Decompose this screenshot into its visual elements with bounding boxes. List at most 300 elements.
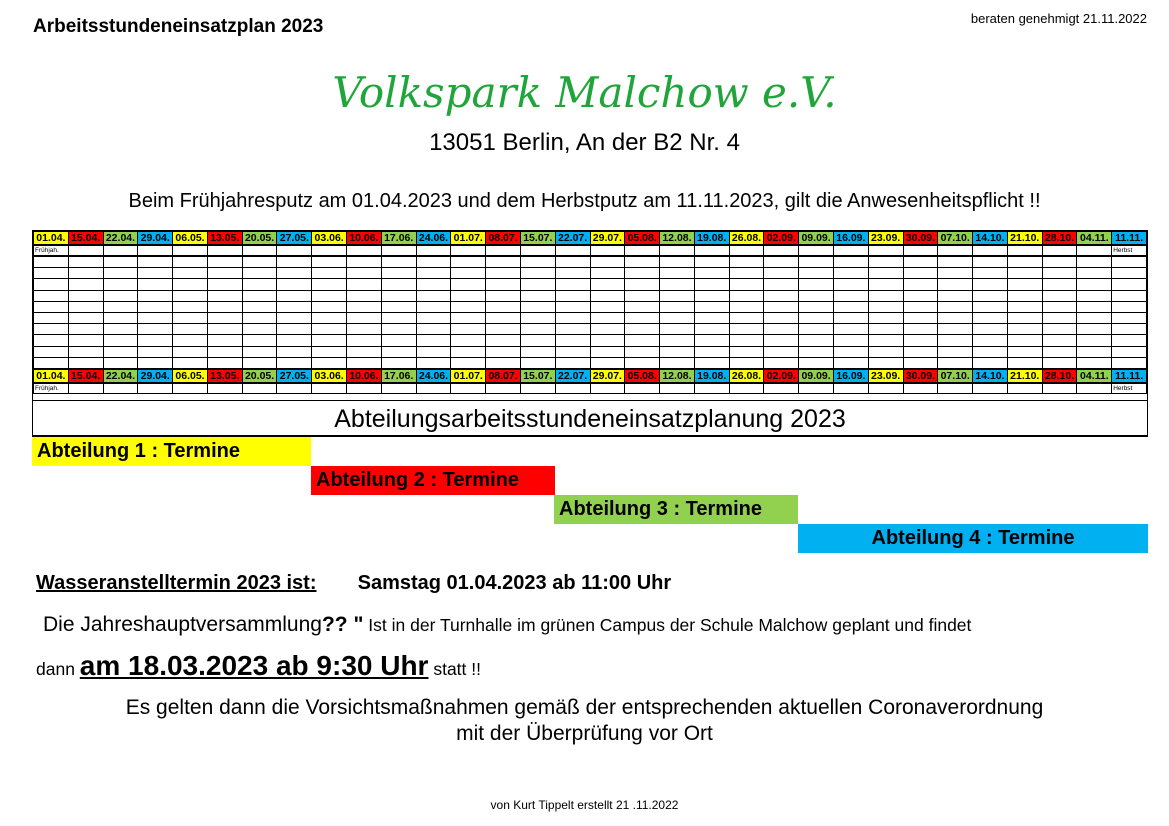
blank-cell xyxy=(973,383,1008,393)
blank-cell xyxy=(1007,246,1042,256)
bottom-date-cell: 11.11. xyxy=(1112,369,1147,382)
spring-label: Frühjah. xyxy=(34,383,69,393)
schedule-cell xyxy=(1007,312,1042,323)
schedule-cell xyxy=(903,268,938,279)
schedule-cell xyxy=(799,268,834,279)
date-header-row-bottom xyxy=(33,369,1147,383)
schedule-cell xyxy=(242,346,277,357)
schedule-cell xyxy=(520,301,555,312)
schedule-cell xyxy=(277,312,312,323)
blank-cell xyxy=(277,246,312,256)
rules-line-1: Es gelten dann die Vorsichtsmaßnahmen gemäß der entsprechenden aktuellen Coronaverordnung xyxy=(125,696,1044,719)
blank-cell xyxy=(416,383,451,393)
schedule-cell xyxy=(764,357,799,368)
schedule-row xyxy=(34,335,1147,346)
department-4-banner: Abteilung 4 : Termine xyxy=(798,524,1148,553)
schedule-cell xyxy=(799,346,834,357)
blank-cell xyxy=(173,246,208,256)
schedule-cell xyxy=(173,301,208,312)
bottom-date-cell: 12.08. xyxy=(660,369,695,382)
bottom-date-cell: 27.05. xyxy=(277,369,312,382)
schedule-cell xyxy=(173,335,208,346)
schedule-cell xyxy=(764,346,799,357)
schedule-cell xyxy=(242,301,277,312)
schedule-cell xyxy=(207,312,242,323)
schedule-cell xyxy=(729,335,764,346)
schedule-cell xyxy=(938,357,973,368)
bottom-date-cell: 30.09. xyxy=(903,369,938,382)
schedule-cell xyxy=(764,335,799,346)
schedule-cell xyxy=(416,346,451,357)
department-2-banner: Abteilung 2 : Termine xyxy=(311,466,555,495)
top-date-cell: 06.05. xyxy=(173,232,208,245)
schedule-row xyxy=(34,357,1147,368)
blank-cell xyxy=(833,246,868,256)
schedule-cell xyxy=(277,357,312,368)
schedule-cell xyxy=(416,357,451,368)
schedule-cell xyxy=(277,346,312,357)
schedule-cell xyxy=(694,335,729,346)
blank-cell xyxy=(1007,383,1042,393)
schedule-cell xyxy=(381,268,416,279)
schedule-cell xyxy=(68,268,103,279)
schedule-cell xyxy=(207,290,242,301)
top-date-cell: 30.09. xyxy=(903,232,938,245)
schedule-cell xyxy=(416,268,451,279)
schedule-cell xyxy=(903,257,938,268)
schedule-cell xyxy=(34,357,69,368)
schedule-cell xyxy=(381,257,416,268)
schedule-cell xyxy=(660,279,695,290)
schedule-cell xyxy=(1112,257,1147,268)
schedule-cell xyxy=(660,257,695,268)
bottom-date-cell: 16.09. xyxy=(833,369,868,382)
blank-cell xyxy=(938,246,973,256)
schedule-cell xyxy=(1007,324,1042,335)
schedule-cell xyxy=(138,312,173,323)
schedule-cell xyxy=(451,324,486,335)
schedule-cell xyxy=(660,335,695,346)
schedule-cell xyxy=(868,312,903,323)
schedule-cell xyxy=(312,257,347,268)
schedule-cell xyxy=(381,324,416,335)
schedule-cell xyxy=(555,257,590,268)
schedule-cell xyxy=(1007,279,1042,290)
top-date-cell: 08.07. xyxy=(486,232,521,245)
schedule-cell xyxy=(833,357,868,368)
top-date-cell: 20.05. xyxy=(242,232,277,245)
schedule-cell xyxy=(138,257,173,268)
schedule-cell xyxy=(207,257,242,268)
schedule-cell xyxy=(68,324,103,335)
schedule-cell xyxy=(277,279,312,290)
schedule-cell xyxy=(451,312,486,323)
department-plan-title: Abteilungsarbeitsstundeneinsatzplanung 2023 xyxy=(32,400,1148,436)
schedule-cell xyxy=(486,357,521,368)
schedule-cell xyxy=(242,257,277,268)
bottom-date-cell: 02.09. xyxy=(764,369,799,382)
schedule-cell xyxy=(103,290,138,301)
schedule-cell xyxy=(1007,346,1042,357)
schedule-cell xyxy=(694,312,729,323)
blank-cell xyxy=(903,246,938,256)
blank-cell xyxy=(347,246,382,256)
bottom-date-cell: 08.07. xyxy=(486,369,521,382)
schedule-cell xyxy=(868,290,903,301)
schedule-cell xyxy=(729,279,764,290)
schedule-cell xyxy=(1077,290,1112,301)
schedule-cell xyxy=(1077,324,1112,335)
schedule-cell xyxy=(68,301,103,312)
schedule-cell xyxy=(833,279,868,290)
blank-cell xyxy=(938,383,973,393)
schedule-cell xyxy=(312,279,347,290)
blank-cell xyxy=(729,383,764,393)
schedule-cell xyxy=(590,335,625,346)
schedule-cell xyxy=(520,312,555,323)
water-date-value: Samstag 01.04.2023 ab 11:00 Uhr xyxy=(357,572,672,594)
bottom-date-cell: 22.07. xyxy=(555,369,590,382)
schedule-cell xyxy=(729,346,764,357)
schedule-cell xyxy=(138,301,173,312)
blank-cell xyxy=(277,383,312,393)
blank-cell xyxy=(242,383,277,393)
schedule-cell xyxy=(347,257,382,268)
schedule-cell xyxy=(660,357,695,368)
schedule-cell xyxy=(451,290,486,301)
schedule-cell xyxy=(347,301,382,312)
top-date-cell: 22.07. xyxy=(555,232,590,245)
top-date-cell: 21.10. xyxy=(1007,232,1042,245)
schedule-cell xyxy=(207,357,242,368)
schedule-cell xyxy=(277,257,312,268)
blank-cell xyxy=(903,383,938,393)
schedule-cell xyxy=(486,268,521,279)
schedule-cell xyxy=(242,290,277,301)
schedule-cell xyxy=(1077,357,1112,368)
schedule-cell xyxy=(1007,268,1042,279)
blank-cell xyxy=(242,246,277,256)
footer-credit: von Kurt Tippelt erstellt 21 .11.2022 xyxy=(490,798,679,812)
schedule-cell xyxy=(1112,301,1147,312)
schedule-cell xyxy=(729,357,764,368)
schedule-cell xyxy=(242,268,277,279)
schedule-row xyxy=(34,346,1147,357)
top-date-cell: 15.07. xyxy=(520,232,555,245)
schedule-cell xyxy=(903,279,938,290)
top-date-cell: 03.06. xyxy=(312,232,347,245)
blank-cell xyxy=(625,383,660,393)
schedule-cell xyxy=(347,268,382,279)
schedule-cell xyxy=(764,301,799,312)
schedule-cell xyxy=(173,257,208,268)
schedule-cell xyxy=(938,290,973,301)
schedule-cell xyxy=(1077,346,1112,357)
schedule-row xyxy=(34,312,1147,323)
schedule-cell xyxy=(416,312,451,323)
top-date-cell: 07.10. xyxy=(938,232,973,245)
schedule-cell xyxy=(903,346,938,357)
meeting-text-3: Ist in der Turnhalle im grünen Campus der Schule Malchow geplant und findet xyxy=(363,615,972,635)
top-date-cell: 02.09. xyxy=(764,232,799,245)
schedule-cell xyxy=(590,290,625,301)
schedule-cell xyxy=(242,279,277,290)
top-date-cell: 29.07. xyxy=(590,232,625,245)
schedule-cell xyxy=(520,357,555,368)
bottom-date-cell: 29.04. xyxy=(138,369,173,382)
schedule-cell xyxy=(729,290,764,301)
schedule-cell xyxy=(868,324,903,335)
schedule-cell xyxy=(973,268,1008,279)
top-date-cell: 14.10. xyxy=(973,232,1008,245)
top-date-cell: 19.08. xyxy=(694,232,729,245)
schedule-cell xyxy=(486,279,521,290)
top-date-cell: 28.10. xyxy=(1042,232,1077,245)
schedule-cell xyxy=(312,268,347,279)
schedule-cell xyxy=(868,346,903,357)
schedule-cell xyxy=(1007,290,1042,301)
top-date-cell: 24.06. xyxy=(416,232,451,245)
schedule-cell xyxy=(555,279,590,290)
blank-cell xyxy=(103,246,138,256)
water-date-line xyxy=(36,572,671,595)
blank-cell xyxy=(694,246,729,256)
schedule-cell xyxy=(799,335,834,346)
schedule-cell xyxy=(277,290,312,301)
schedule-cell xyxy=(973,357,1008,368)
schedule-cell xyxy=(555,312,590,323)
schedule-cell xyxy=(1112,312,1147,323)
schedule-cell xyxy=(625,290,660,301)
schedule-cell xyxy=(833,335,868,346)
bottom-date-cell: 03.06. xyxy=(312,369,347,382)
schedule-cell xyxy=(520,257,555,268)
schedule-cell xyxy=(103,257,138,268)
schedule-cell xyxy=(34,290,69,301)
schedule-cell xyxy=(103,268,138,279)
schedule-cell xyxy=(416,290,451,301)
schedule-cell xyxy=(833,301,868,312)
bottom-date-cell: 06.05. xyxy=(173,369,208,382)
schedule-cell xyxy=(173,357,208,368)
schedule-cell xyxy=(555,324,590,335)
schedule-cell xyxy=(799,324,834,335)
blank-cell xyxy=(138,383,173,393)
blank-cell xyxy=(590,246,625,256)
blank-cell xyxy=(660,246,695,256)
schedule-cell xyxy=(173,268,208,279)
schedule-cell xyxy=(1112,324,1147,335)
schedule-cell xyxy=(520,324,555,335)
schedule-cell xyxy=(34,312,69,323)
schedule-cell xyxy=(138,346,173,357)
schedule-cell xyxy=(381,290,416,301)
schedule-cell xyxy=(1042,324,1077,335)
schedule-cell xyxy=(347,279,382,290)
schedule-cell xyxy=(1112,346,1147,357)
schedule-cell xyxy=(625,357,660,368)
blank-cell xyxy=(764,246,799,256)
schedule-cell xyxy=(312,335,347,346)
schedule-cell xyxy=(207,324,242,335)
top-date-cell: 04.11. xyxy=(1077,232,1112,245)
schedule-cell xyxy=(138,324,173,335)
top-date-cell: 05.08. xyxy=(625,232,660,245)
schedule-cell xyxy=(625,268,660,279)
schedule-cell xyxy=(590,257,625,268)
schedule-cell xyxy=(34,257,69,268)
top-date-cell: 01.07. xyxy=(451,232,486,245)
schedule-cell xyxy=(486,335,521,346)
schedule-cell xyxy=(347,324,382,335)
bottom-date-cell: 15.04. xyxy=(68,369,103,382)
schedule-cell xyxy=(347,312,382,323)
schedule-cell xyxy=(103,357,138,368)
blank-cell xyxy=(555,383,590,393)
schedule-cell xyxy=(68,335,103,346)
blank-cell xyxy=(833,383,868,393)
schedule-cell xyxy=(312,301,347,312)
schedule-cell xyxy=(486,324,521,335)
schedule-cell xyxy=(1007,335,1042,346)
blank-cell xyxy=(68,383,103,393)
schedule-cell xyxy=(1042,257,1077,268)
schedule-cell xyxy=(1112,279,1147,290)
schedule-cell xyxy=(1077,257,1112,268)
schedule-cell xyxy=(277,324,312,335)
top-date-cell: 29.04. xyxy=(138,232,173,245)
schedule-cell xyxy=(694,346,729,357)
schedule-cell xyxy=(938,312,973,323)
top-date-cell: 15.04. xyxy=(68,232,103,245)
schedule-cell xyxy=(486,301,521,312)
schedule-cell xyxy=(103,301,138,312)
schedule-cell xyxy=(520,279,555,290)
schedule-cell xyxy=(173,324,208,335)
blank-cell xyxy=(416,246,451,256)
schedule-cell xyxy=(938,346,973,357)
schedule-cell xyxy=(68,312,103,323)
approval-note: beraten genehmigt 21.11.2022 xyxy=(970,11,1147,26)
schedule-cell xyxy=(799,301,834,312)
schedule-cell xyxy=(207,301,242,312)
top-date-cell: 11.11. xyxy=(1112,232,1147,245)
blank-cell xyxy=(520,246,555,256)
blank-cell xyxy=(868,383,903,393)
schedule-cell xyxy=(242,312,277,323)
schedule-cell xyxy=(242,335,277,346)
schedule-cell xyxy=(764,312,799,323)
schedule-cell xyxy=(416,301,451,312)
schedule-cell xyxy=(625,335,660,346)
schedule-cell xyxy=(590,346,625,357)
blank-cell xyxy=(625,246,660,256)
top-date-cell: 22.04. xyxy=(103,232,138,245)
top-date-cell: 23.09. xyxy=(868,232,903,245)
schedule-cell xyxy=(729,312,764,323)
schedule-cell xyxy=(381,357,416,368)
schedule-cell xyxy=(416,324,451,335)
meeting-suffix: statt !! xyxy=(428,659,481,679)
schedule-row xyxy=(34,268,1147,279)
blank-cell xyxy=(312,246,347,256)
schedule-cell xyxy=(590,312,625,323)
bottom-date-cell: 17.06. xyxy=(381,369,416,382)
top-date-cell: 26.08. xyxy=(729,232,764,245)
schedule-cell xyxy=(694,301,729,312)
schedule-cell xyxy=(207,279,242,290)
schedule-cell xyxy=(590,324,625,335)
spring-label: Frühjah. xyxy=(34,246,69,256)
schedule-cell xyxy=(347,335,382,346)
schedule-cell xyxy=(590,301,625,312)
schedule-cell xyxy=(138,268,173,279)
schedule-cell xyxy=(973,346,1008,357)
schedule-cell xyxy=(660,346,695,357)
schedule-cell xyxy=(486,257,521,268)
schedule-cell xyxy=(694,257,729,268)
schedule-cell xyxy=(694,290,729,301)
schedule-cell xyxy=(381,312,416,323)
schedule-cell xyxy=(1007,301,1042,312)
schedule-cell xyxy=(312,324,347,335)
schedule-cell xyxy=(903,312,938,323)
schedule-cell xyxy=(486,346,521,357)
schedule-cell xyxy=(416,257,451,268)
schedule-cell xyxy=(833,346,868,357)
document-title: Arbeitsstundeneinsatzplan 2023 xyxy=(33,16,324,37)
blank-cell xyxy=(381,383,416,393)
club-address: 13051 Berlin, An der B2 Nr. 4 xyxy=(429,129,740,156)
schedule-cell xyxy=(868,357,903,368)
schedule-cell xyxy=(1042,346,1077,357)
blank-cell xyxy=(173,383,208,393)
schedule-cell xyxy=(938,324,973,335)
blank-cell xyxy=(520,383,555,393)
schedule-cell xyxy=(312,290,347,301)
schedule-row xyxy=(34,290,1147,301)
schedule-cell xyxy=(347,290,382,301)
schedule-cell xyxy=(1077,279,1112,290)
schedule-cell xyxy=(138,279,173,290)
meeting-text-1: Die Jahreshauptversammlung xyxy=(43,613,322,636)
schedule-cell xyxy=(729,257,764,268)
meeting-line-2 xyxy=(36,650,481,682)
schedule-cell xyxy=(68,357,103,368)
schedule-cell xyxy=(381,335,416,346)
schedule-cell xyxy=(1112,268,1147,279)
meeting-prefix: dann xyxy=(36,659,80,679)
schedule-cell xyxy=(764,257,799,268)
schedule-cell xyxy=(799,257,834,268)
schedule-cell xyxy=(138,335,173,346)
schedule-cell xyxy=(694,324,729,335)
meeting-text-2: ?? " xyxy=(321,613,364,636)
schedule-cell xyxy=(973,290,1008,301)
schedule-cell xyxy=(729,301,764,312)
schedule-cell xyxy=(138,290,173,301)
schedule-cell xyxy=(277,268,312,279)
rules-line-2: mit der Überprüfung vor Ort xyxy=(456,722,713,745)
schedule-cell xyxy=(451,279,486,290)
meeting-line-1 xyxy=(43,613,971,637)
blank-cell xyxy=(312,383,347,393)
blank-cell xyxy=(1077,383,1112,393)
schedule-cell xyxy=(660,324,695,335)
blank-cell xyxy=(868,246,903,256)
schedule-cell xyxy=(973,301,1008,312)
club-name: Volkspark Malchow e.V. xyxy=(332,68,837,117)
